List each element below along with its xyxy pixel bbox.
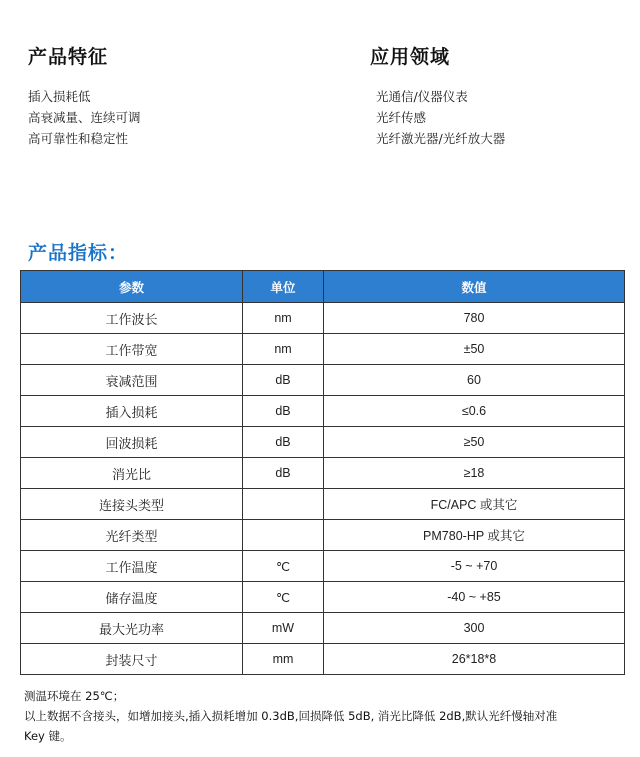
unit-cell: dB [243,427,324,458]
table-row [21,582,625,613]
value-cell: 60 [324,365,625,396]
param-cell: 消光比 [21,458,243,489]
unit-cell: nm [243,303,324,334]
value-cell: 780 [324,303,625,334]
header-param: 参数 [21,271,243,303]
notes [24,686,557,746]
feature-item: 插入损耗低 [28,89,91,104]
table-row [21,489,625,520]
table-row [21,427,625,458]
param-cell: 连接头类型 [21,489,243,520]
param-cell: 工作波长 [21,303,243,334]
value-cell: -40 ~ +85 [324,582,625,613]
param-cell: 储存温度 [21,582,243,613]
feature-item: 高可靠性和稳定性 [28,131,129,146]
table-row [21,365,625,396]
features-title: 产品特征 [28,46,109,68]
param-cell: 工作带宽 [21,334,243,365]
header-unit: 单位 [243,271,324,303]
application-item: 光通信/仪器仪表 [376,89,468,104]
unit-cell: ℃ [243,551,324,582]
unit-cell [243,520,324,551]
param-cell: 回波损耗 [21,427,243,458]
note-line: 测温环境在 25℃； [24,689,125,703]
table-row [21,520,625,551]
value-cell: 300 [324,613,625,644]
value-cell: ≥50 [324,427,625,458]
note-line: 以上数据不含接头，如增加接头,插入损耗增加 0.3dB,回损降低 5dB, 消光比降低 2dB,默认光纤慢轴对准 [24,709,558,723]
spec-header-row [21,271,625,303]
table-row [21,613,625,644]
unit-cell: ℃ [243,582,324,613]
table-row [21,551,625,582]
application-item: 光纤传感 [376,110,427,125]
table-row [21,303,625,334]
application-item: 光纤激光器/光纤放大器 [376,131,506,146]
value-cell: ≤0.6 [324,396,625,427]
value-cell: FC/APC 或其它 [324,489,625,520]
features-list [28,86,141,149]
value-cell: PM780-HP 或其它 [324,520,625,551]
unit-cell: dB [243,396,324,427]
applications-title: 应用领域 [370,46,451,68]
param-cell: 插入损耗 [21,396,243,427]
header-value: 数值 [324,271,625,303]
value-cell: -5 ~ +70 [324,551,625,582]
feature-item: 高衰减量、连续可调 [28,110,141,125]
table-row [21,396,625,427]
spec-table [20,270,625,675]
table-row [21,458,625,489]
param-cell: 最大光功率 [21,613,243,644]
unit-cell: dB [243,458,324,489]
table-row [21,644,625,675]
spec-title: 产品指标： [28,242,129,264]
param-cell: 光纤类型 [21,520,243,551]
unit-cell: dB [243,365,324,396]
applications-list [376,86,505,149]
unit-cell: nm [243,334,324,365]
unit-cell: mW [243,613,324,644]
value-cell: ±50 [324,334,625,365]
unit-cell [243,489,324,520]
table-row [21,334,625,365]
note-line: Key 键。 [24,729,72,743]
param-cell: 封装尺寸 [21,644,243,675]
param-cell: 工作温度 [21,551,243,582]
value-cell: 26*18*8 [324,644,625,675]
value-cell: ≥18 [324,458,625,489]
param-cell: 衰减范围 [21,365,243,396]
unit-cell: mm [243,644,324,675]
